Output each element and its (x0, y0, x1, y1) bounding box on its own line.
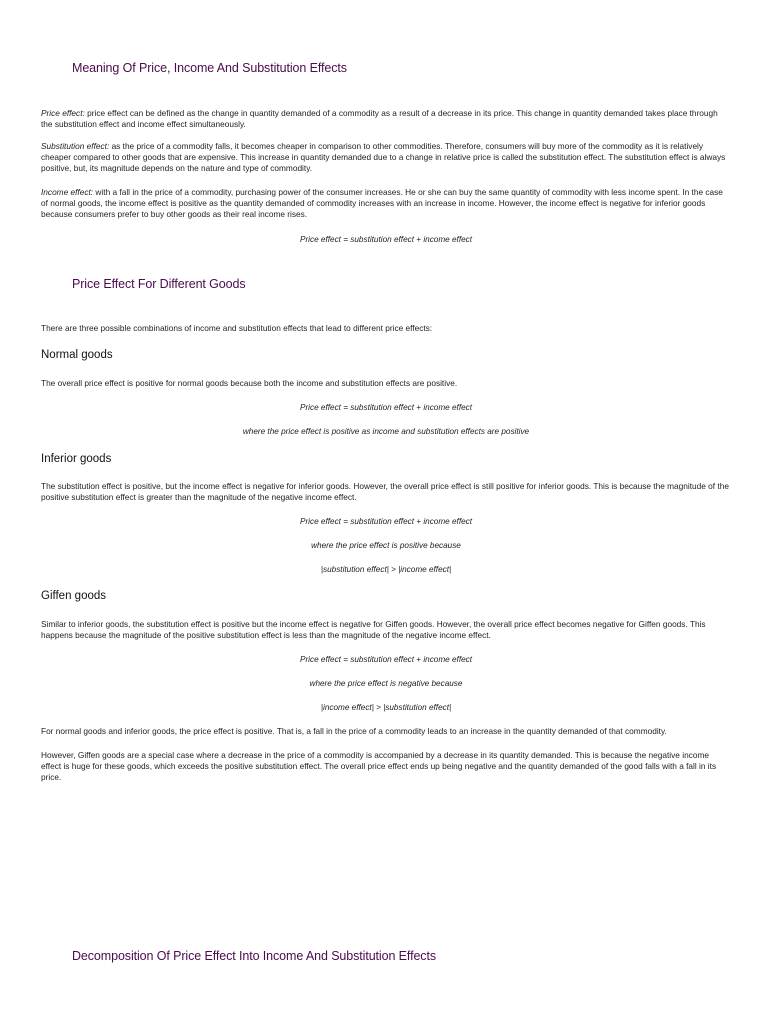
definition-substitution-effect: as the price of a commodity falls, it becomes cheaper in comparison to other commodities. Therefore, consumers will buy more of the commodity as it is relatively cheaper compared to other goods that are expensive. This increase in quantity demanded due to a change in relative price is called the substitution effect. The substitution effect is always positive, but, its magnitude depends on the nature and type of commodity. (41, 141, 726, 173)
paragraph-summary-positive: For normal goods and inferior goods, the price effect is positive. That is, a fall in the price of a commodity leads to an increase in the quantity demanded of that commodity. (41, 726, 667, 736)
section-title-different-goods: Price Effect For Different Goods (72, 277, 246, 291)
paragraph-substitution-effect (41, 141, 731, 174)
term-substitution-effect: Substitution effect: (41, 141, 110, 151)
paragraph-giffen-goods: Similar to inferior goods, the substitution effect is positive but the income effect is negative for Giffen goods. However, the overall price effect becomes negative for Giffen goods. This happens because the magnitude of the positive substitution effect is less than the magnitude of the negative income effect. (41, 619, 706, 640)
condition-giffen-goods: where the price effect is negative because (309, 679, 463, 688)
term-price-effect: Price effect: (41, 108, 85, 118)
heading-giffen-goods: Giffen goods (41, 590, 107, 602)
heading-inferior-goods: Inferior goods (41, 453, 112, 465)
section-title-meaning: Meaning Of Price, Income And Substitution Effects (72, 61, 347, 75)
formula-normal-goods: Price effect = substitution effect + income effect (299, 403, 473, 412)
condition-inferior-goods: where the price effect is positive because (311, 541, 461, 550)
definition-price-effect: price effect can be defined as the change in quantity demanded of a commodity as a result of a decrease in its price. This change in quantity demanded takes place through the substitution effect and income effect simultaneously. (41, 108, 718, 129)
paragraph-summary-giffen: However, Giffen goods are a special case where a decrease in the price of a commodity is accompanied by a decrease in its quantity demanded. This is because the negative income effect is huge for these goods, which exceeds the positive substitution effect. The overall price effect ends up being negative and the quantity demanded of the good falls with a fall in its price. (41, 750, 717, 782)
definition-income-effect: with a fall in the price of a commodity, purchasing power of the consumer increases. He or she can buy the same quantity of commodity with less income spent. In the case of normal goods, the income effect is positive as the quantity demanded of commodity increases with an increase in income. However, the income effect is negative for inferior goods because consumers prefer to buy other goods as their real income rises. (41, 187, 723, 219)
paragraph-price-effect (41, 108, 731, 130)
paragraph-intro: There are three possible combinations of income and substitution effects that lead to different price effects: (41, 323, 433, 333)
formula-price-effect: Price effect = substitution effect + income effect (299, 235, 473, 244)
section-title-decomposition: Decomposition Of Price Effect Into Income And Substitution Effects (72, 949, 436, 963)
paragraph-normal-goods: The overall price effect is positive for normal goods because both the income and substitution effects are positive. (41, 378, 458, 388)
term-income-effect: Income effect: (41, 187, 94, 197)
heading-normal-goods: Normal goods (41, 349, 113, 361)
formula-giffen-goods: Price effect = substitution effect + income effect (299, 655, 473, 664)
condition-normal-goods: where the price effect is positive as income and substitution effects are positive (242, 427, 530, 436)
paragraph-inferior-goods: The substitution effect is positive, but the income effect is negative for inferior goods. However, the overall price effect is still positive for inferior goods. This is because the magnitude of the positive substitution effect is greater than the magnitude of the negative income effect. (41, 481, 729, 502)
paragraph-income-effect (41, 187, 731, 220)
inequality-inferior-goods: |substitution effect| > |income effect| (320, 565, 452, 574)
inequality-giffen-goods: |income effect| > |substitution effect| (320, 703, 452, 712)
formula-inferior-goods: Price effect = substitution effect + income effect (299, 517, 473, 526)
